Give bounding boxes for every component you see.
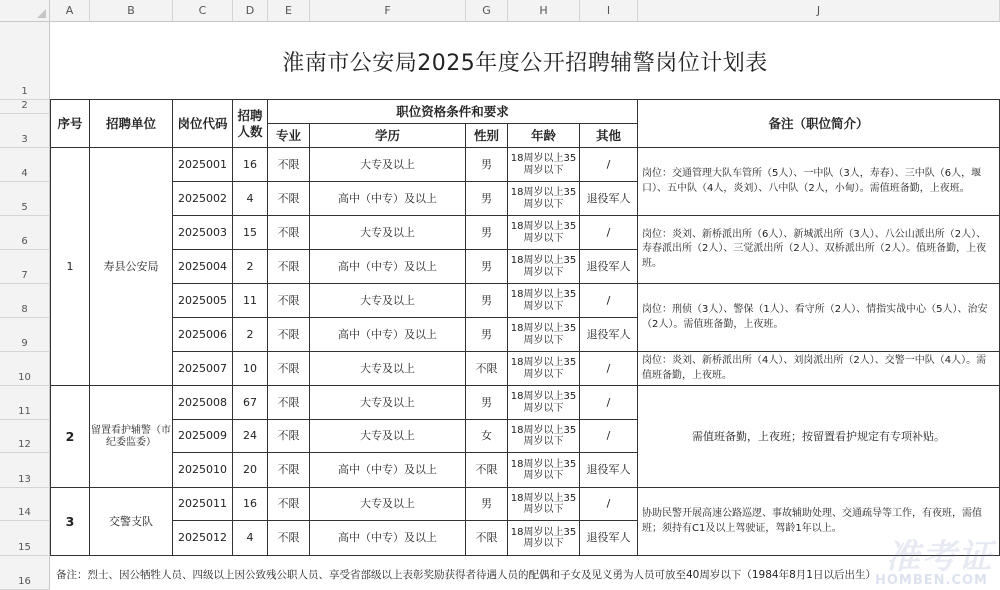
group-seq: 1 bbox=[50, 148, 90, 386]
column-header-c[interactable]: C bbox=[173, 0, 233, 22]
row-header-2[interactable]: 2 bbox=[0, 100, 50, 114]
column-header-j[interactable]: J bbox=[638, 0, 1000, 22]
post-gender: 男 bbox=[466, 318, 508, 352]
post-major: 不限 bbox=[268, 521, 310, 556]
group-unit: 留置看护辅警（市纪委监委） bbox=[90, 386, 173, 488]
group-seq: 2 bbox=[50, 386, 90, 488]
post-gender: 男 bbox=[466, 284, 508, 318]
header-age: 年龄 bbox=[508, 124, 580, 148]
post-count: 4 bbox=[233, 521, 268, 556]
post-age: 18周岁以上35周岁以下 bbox=[508, 148, 580, 182]
post-count: 10 bbox=[233, 352, 268, 386]
post-count: 15 bbox=[233, 216, 268, 250]
column-header-e[interactable]: E bbox=[268, 0, 310, 22]
post-education: 大专及以上 bbox=[310, 284, 466, 318]
post-age: 18周岁以上35周岁以下 bbox=[508, 453, 580, 488]
post-code: 2025002 bbox=[173, 182, 233, 216]
row-header-5[interactable]: 5 bbox=[0, 182, 50, 216]
post-count: 16 bbox=[233, 488, 268, 521]
header-education: 学历 bbox=[310, 124, 466, 148]
post-gender: 男 bbox=[466, 386, 508, 420]
post-major: 不限 bbox=[268, 318, 310, 352]
header-unit: 招聘单位 bbox=[90, 100, 173, 148]
post-gender: 男 bbox=[466, 148, 508, 182]
header-code: 岗位代码 bbox=[173, 100, 233, 148]
post-major: 不限 bbox=[268, 250, 310, 284]
post-count: 2 bbox=[233, 250, 268, 284]
post-age: 18周岁以上35周岁以下 bbox=[508, 318, 580, 352]
row-header-1[interactable]: 1 bbox=[0, 22, 50, 100]
post-code: 2025004 bbox=[173, 250, 233, 284]
post-education: 高中（中专）及以上 bbox=[310, 182, 466, 216]
post-age: 18周岁以上35周岁以下 bbox=[508, 521, 580, 556]
post-other: / bbox=[580, 386, 638, 420]
remark-note: 岗位：炎刘、新桥派出所（4人）、刘岗派出所（2人）、交警一中队（4人）。需值班备勤，上夜班。 bbox=[638, 352, 1000, 386]
post-major: 不限 bbox=[268, 284, 310, 318]
post-major: 不限 bbox=[268, 216, 310, 250]
post-other: / bbox=[580, 284, 638, 318]
post-other: 退役军人 bbox=[580, 318, 638, 352]
row-header-4[interactable]: 4 bbox=[0, 148, 50, 182]
column-header-g[interactable]: G bbox=[466, 0, 508, 22]
post-education: 高中（中专）及以上 bbox=[310, 453, 466, 488]
post-age: 18周岁以上35周岁以下 bbox=[508, 352, 580, 386]
post-count: 11 bbox=[233, 284, 268, 318]
footer-note: 备注：烈士、因公牺牲人员、四级以上因公致残公职人员、享受省部级以上表彰奖励获得者待遇人员的配偶和子女及见义勇为人员可放至40周岁以下（1984年8月1日以后出生） bbox=[56, 568, 876, 581]
header-other: 其他 bbox=[580, 124, 638, 148]
post-age: 18周岁以上35周岁以下 bbox=[508, 386, 580, 420]
post-gender: 不限 bbox=[466, 453, 508, 488]
row-header-11[interactable]: 11 bbox=[0, 386, 50, 420]
post-age: 18周岁以上35周岁以下 bbox=[508, 284, 580, 318]
post-age: 18周岁以上35周岁以下 bbox=[508, 216, 580, 250]
header-requirements: 职位资格条件和要求 bbox=[268, 100, 638, 124]
post-major: 不限 bbox=[268, 488, 310, 521]
post-gender: 不限 bbox=[466, 352, 508, 386]
post-education: 高中（中专）及以上 bbox=[310, 521, 466, 556]
remark-note: 需值班备勤，上夜班；按留置看护规定有专项补贴。 bbox=[638, 386, 1000, 488]
post-education: 大专及以上 bbox=[310, 148, 466, 182]
post-gender: 男 bbox=[466, 250, 508, 284]
remark-note: 协助民警开展高速公路巡逻、事故辅助处理、交通疏导等工作，有夜班，需值班；须持有C1及以上驾驶证，驾龄1年以上。 bbox=[638, 488, 1000, 556]
post-major: 不限 bbox=[268, 420, 310, 453]
post-count: 67 bbox=[233, 386, 268, 420]
post-other: 退役军人 bbox=[580, 182, 638, 216]
post-age: 18周岁以上35周岁以下 bbox=[508, 182, 580, 216]
header-gender: 性别 bbox=[466, 124, 508, 148]
row-header-7[interactable]: 7 bbox=[0, 250, 50, 284]
header-seq: 序号 bbox=[50, 100, 90, 148]
post-major: 不限 bbox=[268, 148, 310, 182]
post-code: 2025009 bbox=[173, 420, 233, 453]
page-title: 淮南市公安局2025年度公开招聘辅警岗位计划表 bbox=[282, 50, 768, 76]
post-gender: 不限 bbox=[466, 521, 508, 556]
post-gender: 男 bbox=[466, 216, 508, 250]
column-header-d[interactable]: D bbox=[233, 0, 268, 22]
post-code: 2025011 bbox=[173, 488, 233, 521]
post-education: 大专及以上 bbox=[310, 386, 466, 420]
post-count: 2 bbox=[233, 318, 268, 352]
header-remark: 备注（职位简介） bbox=[638, 100, 1000, 148]
post-major: 不限 bbox=[268, 386, 310, 420]
post-education: 高中（中专）及以上 bbox=[310, 318, 466, 352]
post-count: 16 bbox=[233, 148, 268, 182]
post-other: / bbox=[580, 420, 638, 453]
post-age: 18周岁以上35周岁以下 bbox=[508, 488, 580, 521]
column-header-a[interactable]: A bbox=[50, 0, 90, 22]
post-code: 2025010 bbox=[173, 453, 233, 488]
row-header-10[interactable]: 10 bbox=[0, 352, 50, 386]
post-code: 2025001 bbox=[173, 148, 233, 182]
post-gender: 男 bbox=[466, 182, 508, 216]
row-header-16[interactable]: 16 bbox=[0, 556, 50, 590]
post-code: 2025003 bbox=[173, 216, 233, 250]
post-other: / bbox=[580, 488, 638, 521]
post-count: 24 bbox=[233, 420, 268, 453]
row-header-9[interactable]: 9 bbox=[0, 318, 50, 352]
post-other: / bbox=[580, 216, 638, 250]
column-header-i[interactable]: I bbox=[580, 0, 638, 22]
post-count: 4 bbox=[233, 182, 268, 216]
post-education: 高中（中专）及以上 bbox=[310, 250, 466, 284]
column-header-f[interactable]: F bbox=[310, 0, 466, 22]
post-other: 退役军人 bbox=[580, 453, 638, 488]
post-code: 2025008 bbox=[173, 386, 233, 420]
remark-note: 岗位：炎刘、新桥派出所（6人）、新城派出所（3人）、八公山派出所（2人）、寿春派出所（2人）、三觉派出所（2人）、双桥派出所（2人）。值班备勤，上夜班。 bbox=[638, 216, 1000, 284]
group-seq: 3 bbox=[50, 488, 90, 556]
post-other: 退役军人 bbox=[580, 250, 638, 284]
post-code: 2025007 bbox=[173, 352, 233, 386]
post-gender: 女 bbox=[466, 420, 508, 453]
post-education: 大专及以上 bbox=[310, 488, 466, 521]
post-code: 2025005 bbox=[173, 284, 233, 318]
post-education: 大专及以上 bbox=[310, 352, 466, 386]
remark-note: 岗位：交通管理大队车管所（5人）、一中队（3人，寿春）、三中队（6人，堰口）、五中队（4人，炎刘）、八中队（2人，小甸）。需值班备勤，上夜班。 bbox=[638, 148, 1000, 216]
group-unit: 交警支队 bbox=[90, 488, 173, 556]
header-count: 招聘人数 bbox=[233, 100, 268, 148]
row-header-15[interactable]: 15 bbox=[0, 521, 50, 556]
post-age: 18周岁以上35周岁以下 bbox=[508, 250, 580, 284]
column-header-b[interactable]: B bbox=[90, 0, 173, 22]
post-education: 大专及以上 bbox=[310, 216, 466, 250]
watermark: 准考证 bbox=[886, 537, 994, 577]
watermark-sub: HOMBEN.COM bbox=[874, 573, 988, 588]
post-major: 不限 bbox=[268, 182, 310, 216]
column-header-h[interactable]: H bbox=[508, 0, 580, 22]
row-header-3[interactable]: 3 bbox=[0, 114, 50, 148]
select-all-corner[interactable] bbox=[0, 0, 50, 22]
header-major: 专业 bbox=[268, 124, 310, 148]
post-gender: 男 bbox=[466, 488, 508, 521]
post-other: / bbox=[580, 148, 638, 182]
row-header-8[interactable]: 8 bbox=[0, 284, 50, 318]
post-major: 不限 bbox=[268, 352, 310, 386]
row-header-6[interactable]: 6 bbox=[0, 216, 50, 250]
post-code: 2025012 bbox=[173, 521, 233, 556]
post-age: 18周岁以上35周岁以下 bbox=[508, 420, 580, 453]
post-other: / bbox=[580, 352, 638, 386]
group-unit: 寿县公安局 bbox=[90, 148, 173, 386]
post-education: 大专及以上 bbox=[310, 420, 466, 453]
row-header-12[interactable]: 12 bbox=[0, 420, 50, 453]
row-header-13[interactable]: 13 bbox=[0, 453, 50, 488]
post-other: 退役军人 bbox=[580, 521, 638, 556]
row-header-14[interactable]: 14 bbox=[0, 488, 50, 521]
remark-note: 岗位：刑侦（3人）、警保（1人）、看守所（2人）、情指实战中心（5人）、治安（2人）。需值班备勤，上夜班。 bbox=[638, 284, 1000, 352]
post-major: 不限 bbox=[268, 453, 310, 488]
post-code: 2025006 bbox=[173, 318, 233, 352]
post-count: 20 bbox=[233, 453, 268, 488]
